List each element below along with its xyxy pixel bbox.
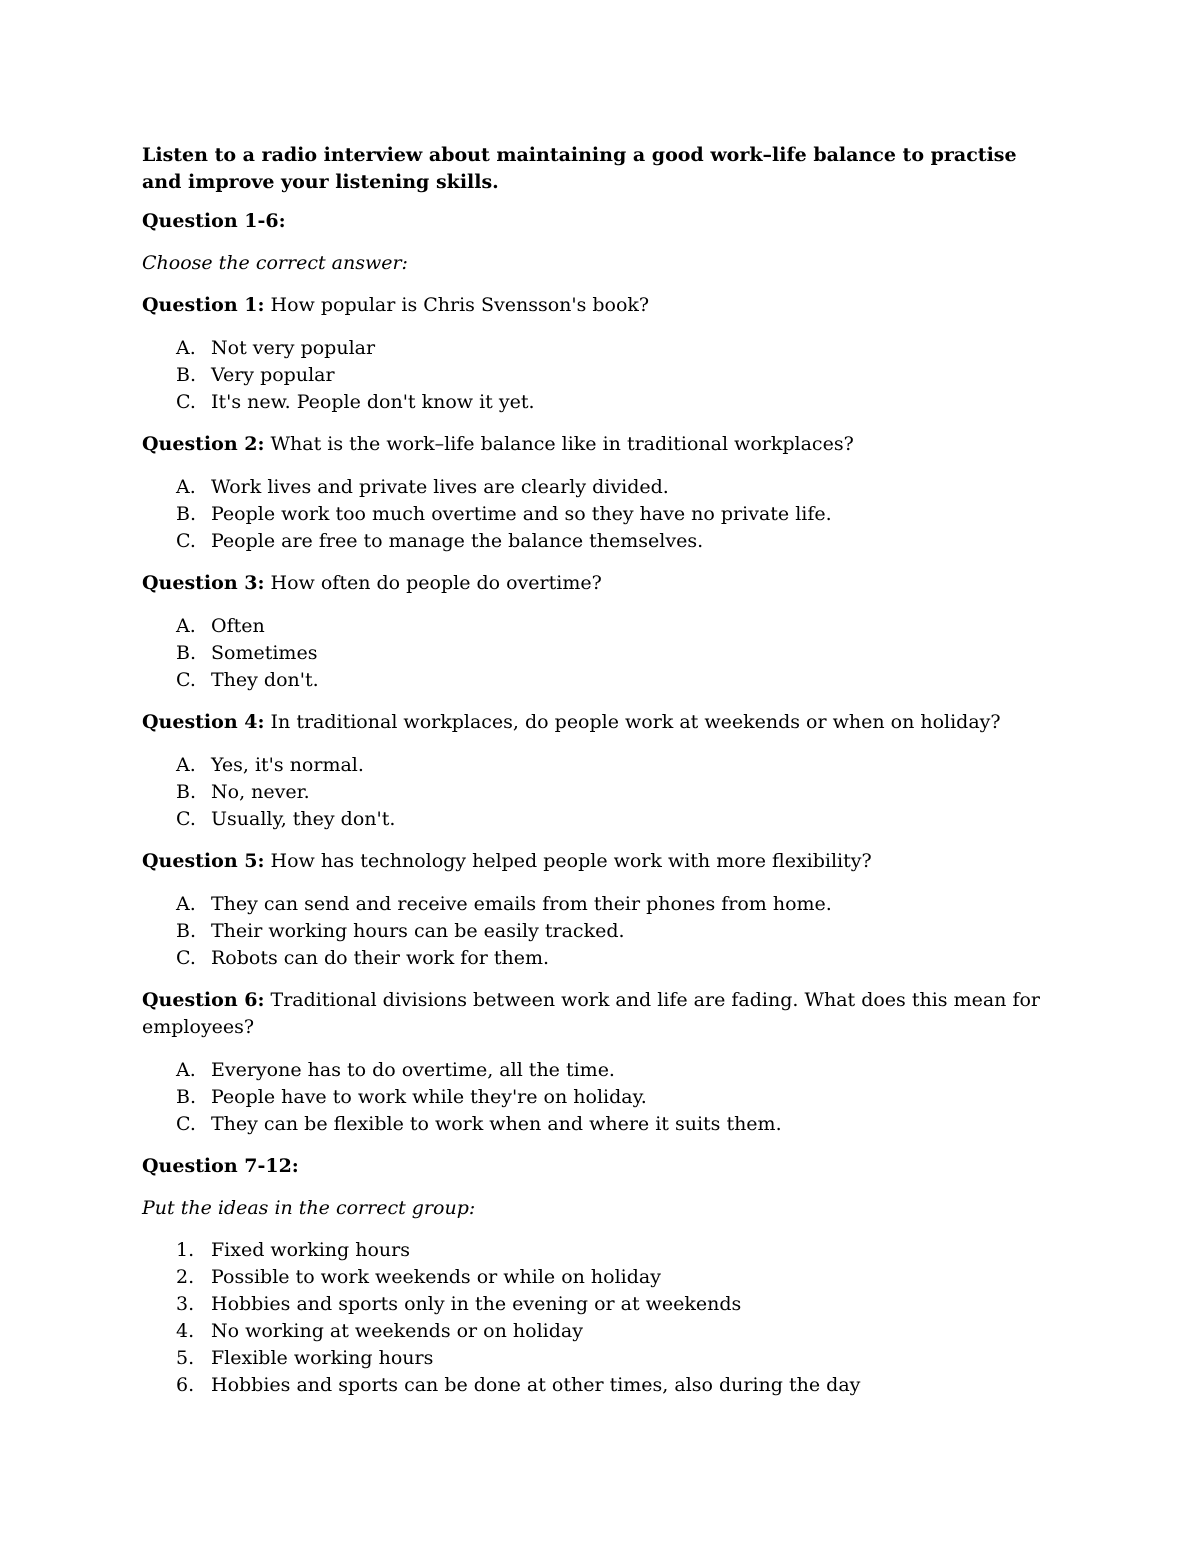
question-text: Traditional divisions between work and life are fading. What does this mean for employees?	[142, 989, 1041, 1038]
answer-option	[142, 806, 1042, 833]
option-text: People are free to manage the balance themselves.	[211, 530, 704, 552]
answer-option	[142, 918, 1042, 945]
idea-text: Possible to work weekends or while on holiday	[211, 1266, 661, 1288]
option-letter: B.	[176, 503, 197, 525]
answer-option	[142, 891, 1042, 918]
idea-item	[142, 1237, 1042, 1264]
option-letter: A.	[176, 754, 196, 776]
question-label: Question 4:	[142, 711, 265, 733]
answer-option	[142, 474, 1042, 501]
section-1-title: Question 1-6:	[142, 210, 286, 232]
option-letter: C.	[176, 947, 196, 969]
answer-option	[142, 1057, 1042, 1084]
answer-option	[142, 613, 1042, 640]
option-text: Robots can do their work for them.	[211, 947, 550, 969]
idea-number: 1.	[176, 1239, 195, 1261]
idea-text: Flexible working hours	[211, 1347, 434, 1369]
option-text: People have to work while they're on holiday.	[211, 1086, 647, 1108]
option-letter: A.	[176, 615, 196, 637]
idea-item	[142, 1264, 1042, 1291]
option-letter: C.	[176, 391, 196, 413]
ideas-list	[142, 1237, 1042, 1399]
section-2-instruction: Put the ideas in the correct group:	[142, 1197, 476, 1219]
option-letter: C.	[176, 808, 196, 830]
answer-options	[142, 335, 1042, 416]
option-letter: B.	[176, 1086, 197, 1108]
option-text: They can send and receive emails from their phones from home.	[211, 893, 832, 915]
question-text: In traditional workplaces, do people work at weekends or when on holiday?	[270, 711, 1001, 733]
option-letter: B.	[176, 364, 197, 386]
question-text: How often do people do overtime?	[270, 572, 602, 594]
idea-item	[142, 1318, 1042, 1345]
answer-options	[142, 752, 1042, 833]
question-4	[142, 709, 1042, 736]
option-letter: C.	[176, 530, 196, 552]
idea-item	[142, 1372, 1042, 1399]
option-text: Their working hours can be easily tracked.	[211, 920, 625, 942]
answer-options	[142, 891, 1042, 972]
question-1	[142, 292, 1042, 319]
option-letter: A.	[176, 893, 196, 915]
idea-text: No working at weekends or on holiday	[211, 1320, 583, 1342]
answer-option	[142, 528, 1042, 555]
question-5	[142, 848, 1042, 875]
question-label: Question 1:	[142, 294, 265, 316]
question-text: How has technology helped people work with more flexibility?	[270, 850, 872, 872]
idea-text: Hobbies and sports can be done at other times, also during the day	[211, 1374, 861, 1396]
answer-option	[142, 335, 1042, 362]
option-text: No, never.	[211, 781, 310, 803]
answer-option	[142, 362, 1042, 389]
answer-option	[142, 779, 1042, 806]
document-page	[142, 142, 1042, 1399]
intro-text: Listen to a radio interview about maintaining a good work–life balance to practise and improve your listening skills.	[142, 144, 1017, 193]
option-letter: C.	[176, 669, 196, 691]
idea-number: 3.	[176, 1293, 195, 1315]
idea-number: 5.	[176, 1347, 195, 1369]
question-label: Question 2:	[142, 433, 265, 455]
option-text: Very popular	[211, 364, 335, 386]
answer-option	[142, 752, 1042, 779]
option-text: Not very popular	[211, 337, 376, 359]
question-label: Question 6:	[142, 989, 265, 1011]
option-text: Often	[211, 615, 265, 637]
option-letter: B.	[176, 781, 197, 803]
idea-number: 6.	[176, 1374, 195, 1396]
option-letter: B.	[176, 642, 197, 664]
option-letter: A.	[176, 476, 196, 498]
idea-item	[142, 1291, 1042, 1318]
option-text: Everyone has to do overtime, all the time.	[211, 1059, 615, 1081]
option-letter: C.	[176, 1113, 196, 1135]
question-text: How popular is Chris Svensson's book?	[270, 294, 650, 316]
section-2-title: Question 7-12:	[142, 1155, 299, 1177]
question-label: Question 3:	[142, 572, 265, 594]
answer-option	[142, 389, 1042, 416]
idea-number: 2.	[176, 1266, 195, 1288]
answer-option	[142, 1111, 1042, 1138]
answer-options	[142, 1057, 1042, 1138]
answer-options	[142, 613, 1042, 694]
option-text: Usually, they don't.	[211, 808, 396, 830]
section-1-instruction: Choose the correct answer:	[142, 252, 408, 274]
option-text: Sometimes	[211, 642, 318, 664]
question-list	[142, 292, 1042, 1138]
option-text: People work too much overtime and so they have no private life.	[211, 503, 832, 525]
answer-option	[142, 1084, 1042, 1111]
option-letter: A.	[176, 337, 196, 359]
question-6	[142, 987, 1042, 1041]
idea-item	[142, 1345, 1042, 1372]
answer-option	[142, 501, 1042, 528]
answer-option	[142, 945, 1042, 972]
option-text: They can be flexible to work when and where it suits them.	[211, 1113, 782, 1135]
option-text: Work lives and private lives are clearly divided.	[211, 476, 669, 498]
answer-option	[142, 667, 1042, 694]
idea-number: 4.	[176, 1320, 195, 1342]
idea-text: Fixed working hours	[211, 1239, 410, 1261]
idea-text: Hobbies and sports only in the evening or at weekends	[211, 1293, 742, 1315]
question-text: What is the work–life balance like in traditional workplaces?	[270, 433, 854, 455]
option-text: It's new. People don't know it yet.	[211, 391, 535, 413]
answer-options	[142, 474, 1042, 555]
question-label: Question 5:	[142, 850, 265, 872]
option-text: They don't.	[211, 669, 319, 691]
answer-option	[142, 640, 1042, 667]
option-text: Yes, it's normal.	[211, 754, 364, 776]
question-3	[142, 570, 1042, 597]
question-2	[142, 431, 1042, 458]
option-letter: B.	[176, 920, 197, 942]
option-letter: A.	[176, 1059, 196, 1081]
